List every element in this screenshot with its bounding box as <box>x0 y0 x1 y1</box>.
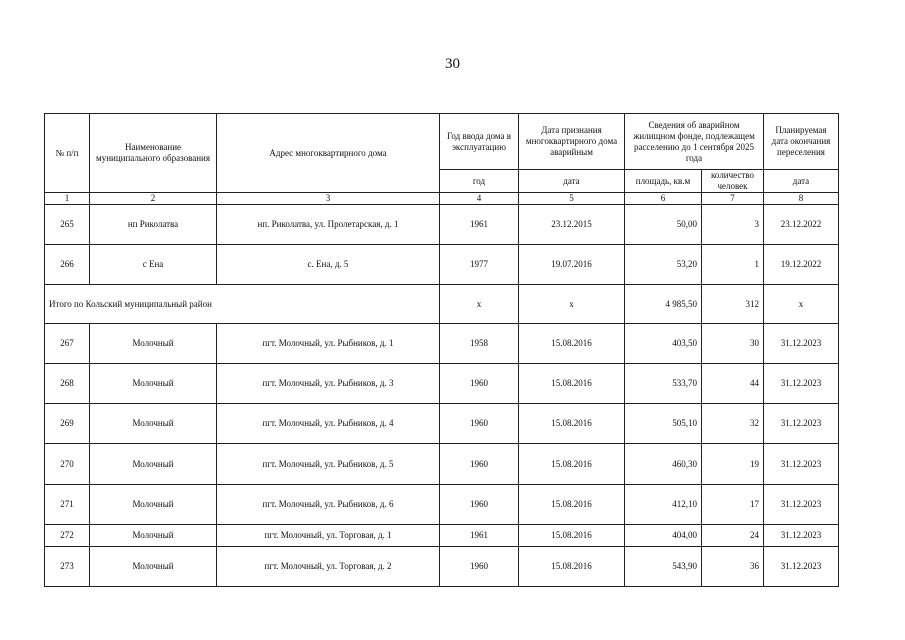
subtotal-area: 4 985,50 <box>625 285 702 324</box>
cell-year: 1960 <box>440 404 519 444</box>
cell-date: 15.08.2016 <box>519 547 625 587</box>
cell-area: 53,20 <box>625 245 702 285</box>
cell-planned: 31.12.2023 <box>764 485 839 525</box>
cell-municipality: Молочный <box>90 525 217 547</box>
column-number: 7 <box>702 193 764 205</box>
cell-people: 32 <box>702 404 764 444</box>
cell-municipality: Молочный <box>90 324 217 364</box>
header-address: Адрес многоквартирного дома <box>217 114 440 193</box>
cell-year: 1958 <box>440 324 519 364</box>
column-number: 5 <box>519 193 625 205</box>
header-planned-date: Планируемая дата окончания переселения <box>764 114 839 170</box>
page-number: 30 <box>445 56 460 72</box>
subtotal-row <box>45 285 839 324</box>
cell-municipality: с Ена <box>90 245 217 285</box>
cell-num: 268 <box>45 364 90 404</box>
cell-planned: 31.12.2023 <box>764 547 839 587</box>
table-row <box>45 324 839 364</box>
header-num: № п/п <box>45 114 90 193</box>
subheader-area: площадь, кв.м <box>625 170 702 193</box>
table-row <box>45 364 839 404</box>
column-number: 8 <box>764 193 839 205</box>
cell-address: пгт. Молочный, ул. Рыбников, д. 5 <box>217 444 440 485</box>
cell-municipality: нп Риколатва <box>90 205 217 245</box>
cell-area: 412,10 <box>625 485 702 525</box>
cell-municipality: Молочный <box>90 547 217 587</box>
cell-date: 15.08.2016 <box>519 404 625 444</box>
cell-planned: 31.12.2023 <box>764 525 839 547</box>
cell-planned: 31.12.2023 <box>764 364 839 404</box>
cell-area: 460,30 <box>625 444 702 485</box>
subtotal-date: x <box>519 285 625 324</box>
emergency-housing-table <box>44 113 839 587</box>
cell-address: пгт. Молочный, ул. Рыбников, д. 4 <box>217 404 440 444</box>
subtotal-label: Итого по Кольский муниципальный район <box>45 285 440 324</box>
cell-num: 273 <box>45 547 90 587</box>
cell-area: 50,00 <box>625 205 702 245</box>
cell-people: 44 <box>702 364 764 404</box>
cell-address: нп. Риколатва, ул. Пролетарская, д. 1 <box>217 205 440 245</box>
cell-planned: 31.12.2023 <box>764 404 839 444</box>
cell-num: 269 <box>45 404 90 444</box>
cell-date: 15.08.2016 <box>519 364 625 404</box>
cell-people: 19 <box>702 444 764 485</box>
cell-address: пгт. Молочный, ул. Торговая, д. 2 <box>217 547 440 587</box>
cell-people: 1 <box>702 245 764 285</box>
cell-date: 15.08.2016 <box>519 525 625 547</box>
column-number: 3 <box>217 193 440 205</box>
cell-municipality: Молочный <box>90 364 217 404</box>
cell-people: 24 <box>702 525 764 547</box>
table-row <box>45 404 839 444</box>
table-row <box>45 525 839 547</box>
cell-year: 1960 <box>440 547 519 587</box>
cell-area: 404,00 <box>625 525 702 547</box>
table-row <box>45 245 839 285</box>
cell-num: 271 <box>45 485 90 525</box>
subheader-year: год <box>440 170 519 193</box>
cell-year: 1977 <box>440 245 519 285</box>
column-number: 1 <box>45 193 90 205</box>
subheader-date: дата <box>519 170 625 193</box>
cell-planned: 31.12.2023 <box>764 444 839 485</box>
cell-date: 19.07.2016 <box>519 245 625 285</box>
cell-people: 30 <box>702 324 764 364</box>
cell-area: 533,70 <box>625 364 702 404</box>
cell-address: пгт. Молочный, ул. Торговая, д. 1 <box>217 525 440 547</box>
table-row <box>45 444 839 485</box>
subheader-people: количество человек <box>702 170 764 193</box>
cell-year: 1960 <box>440 364 519 404</box>
cell-num: 266 <box>45 245 90 285</box>
table-row <box>45 205 839 245</box>
cell-area: 505,10 <box>625 404 702 444</box>
cell-area: 543,90 <box>625 547 702 587</box>
cell-address: пгт. Молочный, ул. Рыбников, д. 6 <box>217 485 440 525</box>
cell-people: 17 <box>702 485 764 525</box>
cell-people: 3 <box>702 205 764 245</box>
table-row <box>45 485 839 525</box>
cell-address: с. Ена, д. 5 <box>217 245 440 285</box>
cell-municipality: Молочный <box>90 485 217 525</box>
cell-num: 270 <box>45 444 90 485</box>
column-number: 4 <box>440 193 519 205</box>
cell-year: 1960 <box>440 485 519 525</box>
subtotal-planned: x <box>764 285 839 324</box>
header-municipality: Наименование муниципального образования <box>90 114 217 193</box>
cell-date: 15.08.2016 <box>519 444 625 485</box>
header-fund-info: Сведения об аварийном жилищном фонде, подлежащем расселению до 1 сентября 2025 года <box>625 114 764 170</box>
cell-year: 1961 <box>440 525 519 547</box>
cell-num: 265 <box>45 205 90 245</box>
cell-municipality: Молочный <box>90 404 217 444</box>
header-year-built: Год ввода дома в эксплуатацию <box>440 114 519 170</box>
cell-date: 15.08.2016 <box>519 485 625 525</box>
cell-municipality: Молочный <box>90 444 217 485</box>
cell-area: 403,50 <box>625 324 702 364</box>
subtotal-year: x <box>440 285 519 324</box>
cell-planned: 23.12.2022 <box>764 205 839 245</box>
cell-year: 1961 <box>440 205 519 245</box>
column-number: 6 <box>625 193 702 205</box>
cell-num: 267 <box>45 324 90 364</box>
cell-date: 15.08.2016 <box>519 324 625 364</box>
cell-year: 1960 <box>440 444 519 485</box>
header-date-emergency: Дата признания многоквартирного дома аварийным <box>519 114 625 170</box>
cell-planned: 19.12.2022 <box>764 245 839 285</box>
cell-people: 36 <box>702 547 764 587</box>
cell-date: 23.12.2015 <box>519 205 625 245</box>
table-row <box>45 547 839 587</box>
cell-address: пгт. Молочный, ул. Рыбников, д. 3 <box>217 364 440 404</box>
subtotal-people: 312 <box>702 285 764 324</box>
cell-num: 272 <box>45 525 90 547</box>
cell-address: пгт. Молочный, ул. Рыбников, д. 1 <box>217 324 440 364</box>
column-number: 2 <box>90 193 217 205</box>
subheader-planned-date: дата <box>764 170 839 193</box>
cell-planned: 31.12.2023 <box>764 324 839 364</box>
